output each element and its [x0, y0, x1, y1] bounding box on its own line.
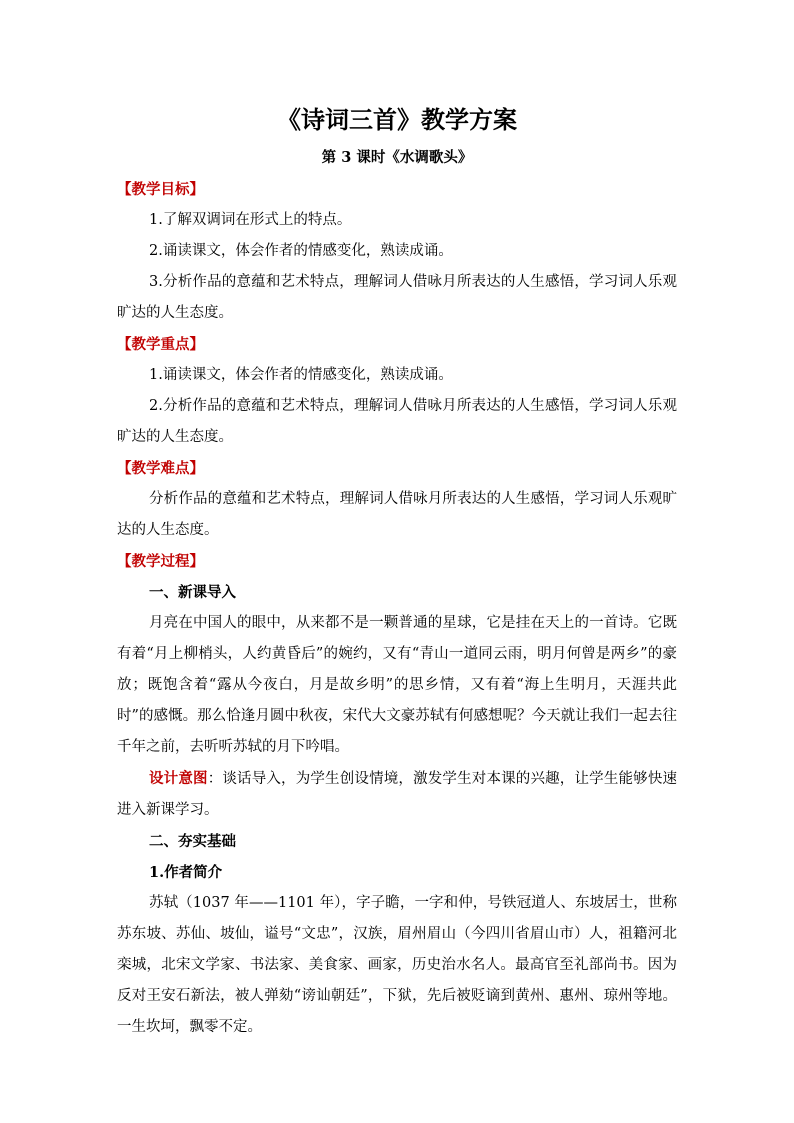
goal-item: 1.了解双调词在形式上的特点。 — [149, 212, 352, 228]
document-title: 《诗词三首》教学方案 — [277, 105, 517, 134]
design-intent-text: ：谈话导入，为学生创设情境，激发学生对本课的兴趣，让学生能够快速进入新课学习。 — [117, 771, 677, 818]
document-subtitle: 第 3 课时《水调歌头》 — [321, 149, 473, 166]
difficulties-heading: 【教学难点】 — [117, 460, 204, 477]
section-title-intro: 一、新课导入 — [149, 584, 236, 601]
goal-item: 2.诵读课文，体会作者的情感变化，熟读成诵。 — [149, 243, 453, 259]
key-point-item: 2.分析作品的意蕴和艺术特点，理解词人借咏月所表达的人生感悟，学习词人乐观旷达的人生态度。 — [117, 398, 677, 445]
design-intent-paragraph — [117, 763, 677, 826]
key-points-heading: 【教学重点】 — [117, 336, 204, 353]
key-point-item: 1.诵读课文，体会作者的情感变化，熟读成诵。 — [149, 367, 453, 383]
difficulties-text: 分析作品的意蕴和艺术特点，理解词人借咏月所表达的人生感悟，学习词人乐观旷达的人生态度。 — [117, 491, 677, 538]
intro-paragraph: 月亮在中国人的眼中，从来都不是一颗普通的星球，它是挂在天上的一首诗。它既有着“月上柳梢头，人约黄昏后”的婉约，又有“青山一道同云雨，明月何曾是两乡”的豪放；既饱含着“露从今夜白，月是故乡明”的思乡情，又有着“海上生明月，天涯共此时”的感慨。那么恰逢月圆中秋夜，宋代大文豪苏轼有何感想呢？今天就让我们一起去往千年之前，去听听苏轼的月下吟唱。 — [117, 615, 677, 755]
process-heading: 【教学过程】 — [117, 553, 204, 570]
design-intent-label: 设计意图 — [149, 770, 208, 787]
document-body — [117, 174, 677, 1043]
author-paragraph: 苏轼（1037 年——1101 年），字子瞻，一字和仲，号铁冠道人、东坡居士，世称苏东坡、苏仙、坡仙，谥号“文忠”，汉族，眉州眉山（今四川省眉山市）人，祖籍河北栾城，北宋文学家、书法家、美食家、画家，历史治水名人。最高官至礼部尚书。因为反对王安石新法，被人弹劾“谤讪朝廷”，下狱，先后被贬谪到黄州、惠州、琼州等地。一生坎坷，飘零不定。 — [117, 895, 677, 1035]
subsection-title-author: 1.作者简介 — [149, 864, 223, 881]
goal-item: 3.分析作品的意蕴和艺术特点，理解词人借咏月所表达的人生感悟，学习词人乐观旷达的人生态度。 — [117, 274, 677, 321]
goals-heading: 【教学目标】 — [117, 181, 204, 198]
section-title-basics: 二、夯实基础 — [149, 833, 236, 850]
